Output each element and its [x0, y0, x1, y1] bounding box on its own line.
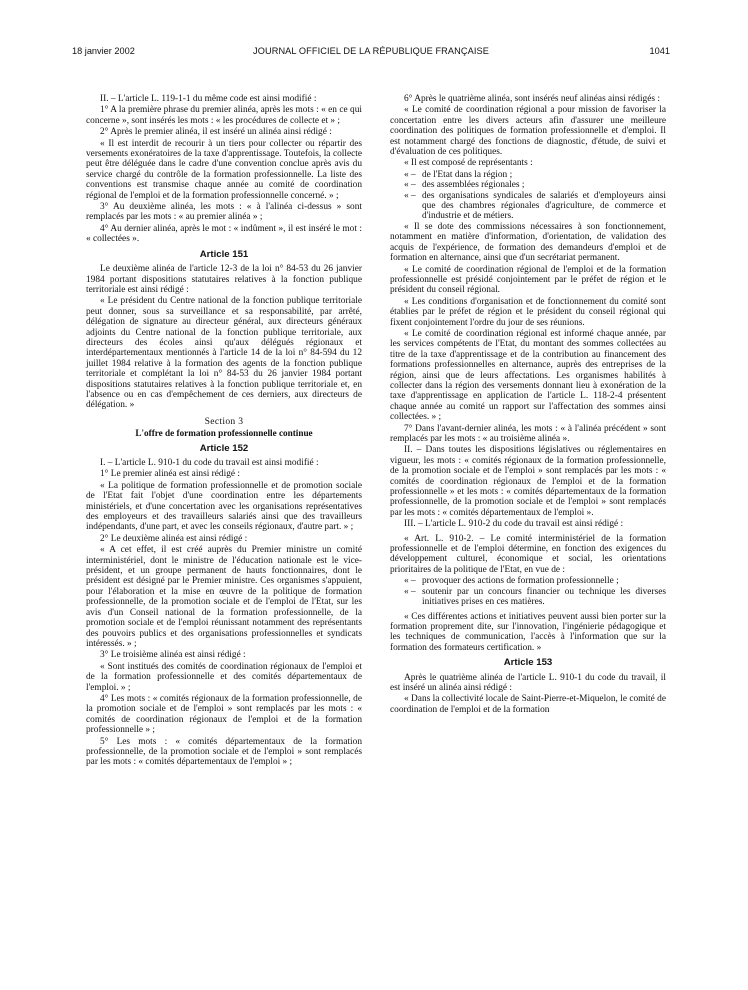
paragraph: Le deuxième alinéa de l'article 12-3 de la loi n° 84-53 du 26 janvier 1984 portant dispositions statutaires relatives à la fonction publique territoriale est ainsi rédigé :: [86, 264, 362, 295]
list-item-text: provoquer des actions de formation professionnelle ;: [422, 576, 619, 587]
paragraph: « Le comité de coordination régional de l'emploi et de la formation professionnelle est présidé conjointement par le préfet de région et le président du conseil régional.: [390, 264, 666, 296]
left-text-column: [86, 94, 362, 769]
paragraph: II. – Dans toutes les dispositions législatives ou réglementaires en vigueur, les mots : « comités régionaux de la formation professionnelle, de la promotion sociale et de l'emploi » sont remplacés par les mots : « comités de coordination régionaux de l'emploi et de la formation professionnelle » et les mots : « comités départementaux de la formation professionnelle, de la promotion sociale et de l'emploi » sont remplacés par les mots : « comités départementaux de l'emploi ».: [390, 445, 666, 518]
publication-date: 18 janvier 2002: [72, 46, 135, 56]
paragraph: « Il est interdit de recourir à un tiers pour collecter ou répartir des versements exonératoires de la taxe d'apprentissage. Toutefois, la collecte peut être déléguée dans le cadre d'une convention conclue après avis du service chargé du contrôle de la formation professionnelle. La liste des conventions est transmise chaque année au comité de coordination régional de l'emploi et de la formation professionnelle concerné. » ;: [86, 138, 362, 201]
article-heading: Article 152: [199, 442, 249, 454]
page-header: [72, 46, 670, 60]
paragraph: 3° Le troisième alinéa est ainsi rédigé :: [100, 650, 246, 661]
paragraph: 2° Le deuxième alinéa est ainsi rédigé :: [100, 533, 248, 544]
paragraph: 5° Les mots : « comités départementaux de la formation professionnelle, de la promotion sociale et de l'emploi » sont remplacés par les mots : « comités départementaux de l'emploi » ;: [86, 736, 362, 768]
page-number: 1041: [649, 46, 670, 56]
paragraph: « Le comité de coordination régional a pour mission de favoriser la concertation entre les divers acteurs afin d'assurer une meilleure coordination des politiques de formation professionnelle et d'emploi. Il est notamment chargé des fonctions de diagnostic, d'étude, de suivi et d'évaluation de ces politiques.: [390, 105, 666, 158]
paragraph: « Le président du Centre national de la fonction publique territoriale peut donner, sous sa surveillance et sa responsabilité, par arrêté, délégation de signature au directeur général, aux directeurs généraux adjoints du Centre national de la fonction publique territoriale, aux directeurs des écoles ainsi qu'aux délégués régionaux et interdépartementaux mentionnés à l'article 14 de la loi n° 84-594 du 12 juillet 1984 relative à la formation des agents de la fonction publique territoriale et complétant la loi n° 84-53 du 26 janvier 1984 portant dispositions statutaires relatives à la fonction publique territoriale et, en l'absence ou en cas d'empêchement de ces derniers, aux directeurs de délégation. »: [86, 296, 362, 411]
dash-list-item: [390, 170, 666, 180]
list-dash-marker: « –: [404, 180, 416, 191]
article-heading: Article 151: [199, 248, 249, 260]
list-dash-marker: « –: [404, 576, 416, 587]
paragraph: II. – L'article L. 119-1-1 du même code est ainsi modifié :: [100, 94, 317, 104]
list-dash-marker: « –: [404, 586, 416, 597]
right-text-column: [390, 94, 666, 716]
paragraph: Après le quatrième alinéa de l'article L. 910-1 du code du travail, il est inséré un alinéa ainsi rédigé :: [390, 672, 666, 693]
list-item-text: de l'Etat dans la région ;: [422, 169, 513, 180]
dash-list-item: [390, 587, 666, 608]
paragraph: 7° Dans l'avant-dernier alinéa, les mots : « à l'alinéa précédent » sont remplacés par les mots : « au troisième alinéa ».: [390, 423, 666, 444]
paragraph: « Les conditions d'organisation et de fonctionnement du comité sont établies par le préfet de région et le président du conseil régional qui fixent conjointement l'ordre du jour de ses réunions.: [390, 296, 666, 328]
paragraph: 6° Après le quatrième alinéa, sont insérés neuf alinéas ainsi rédigés :: [404, 94, 660, 104]
article-heading: Article 153: [503, 657, 553, 669]
paragraph: « Le comité de coordination régional est informé chaque année, par les services compétents de l'Etat, du montant des sommes collectées au titre de la taxe d'apprentissage et de la contribution au financement des formations professionnelles en alternance, auprès des entreprises de la région, ainsi que de leurs affectations. Les organismes habilités à collecter dans la région des versements donnant lieu à exonération de la taxe d'apprentissage en application de l'article L. 118-2-4 présentent chaque année au comité un rapport sur l'affectation des sommes ainsi collectées. » ;: [390, 328, 666, 423]
dash-list-item: [390, 180, 666, 190]
paragraph: 2° Après le premier alinéa, il est inséré un alinéa ainsi rédigé :: [100, 127, 332, 138]
section-heading: Section 3: [204, 415, 244, 427]
list-item-text: soutenir par un concours financier ou technique les diverses initiatives prises en ces matières.: [422, 586, 666, 608]
paragraph: « Art. L. 910-2. – Le comité interministériel de la formation professionnelle et de l'emploi détermine, en fonction des exigences du développement culturel, économique et social, les orientations prioritaires de la politique de l'Etat, en vue de :: [390, 533, 666, 575]
paragraph: « Ces différentes actions et initiatives peuvent aussi bien porter sur la formation proprement dite, sur l'innovation, l'ingénierie pédagogique et les techniques de communication, l'accès à l'information que sur la formation des formateurs certification. »: [390, 611, 666, 653]
journal-title: JOURNAL OFFICIEL DE LA RÉPUBLIQUE FRANÇAISE: [253, 46, 489, 56]
list-item-text: des assemblées régionales ;: [422, 180, 525, 191]
paragraph: « La politique de formation professionnelle et de promotion sociale de l'Etat fait l'objet d'une coordination entre les départements ministériels, et d'une concertation avec les organisations représentatives des employeurs et des travailleurs salariés ainsi que des travailleurs indépendants, d'une part, et avec les conseils régionaux, d'autre part. » ;: [86, 480, 362, 533]
paragraph: « Sont institués des comités de coordination régionaux de l'emploi et de la formation professionnelle et des comités départementaux de l'emploi. » ;: [86, 661, 362, 693]
paragraph: 4° Au dernier alinéa, après le mot : « indûment », il est inséré le mot : « collectées ».: [86, 223, 362, 245]
paragraph: 4° Les mots : « comités régionaux de la formation professionnelle, de la promotion sociale et de l'emploi » sont remplacés par les mots : « comités de coordination régionaux de l'emploi et de la formation professionnelle » ;: [86, 693, 362, 736]
dash-list-item: [390, 191, 666, 222]
list-item-text: des organisations syndicales de salariés et d'employeurs ainsi que des chambres régionales d'agriculture, de commerce et d'industrie et de métiers.: [422, 190, 666, 222]
paragraph: « Il est composé de représentants :: [404, 158, 533, 169]
paragraph: 3° Au deuxième alinéa, les mots : « à l'alinéa ci-dessus » sont remplacés par les mots : « au premier alinéa » ;: [86, 202, 362, 223]
paragraph: 1° A la première phrase du premier alinéa, après les mots : « en ce qui concerne », sont insérés les mots : « les procédures de collecte et » ;: [86, 105, 362, 126]
paragraph: « A cet effet, il est créé auprès du Premier ministre un comité interministériel, dont le ministre de l'éducation nationale est le vice-président, et un groupe permanent de hauts fonctionnaires, dont le président est désigné par le Premier ministre. Ces organismes s'appuient, pour l'élaboration et la mise en œuvre de la politique de formation professionnelle, de la promotion sociale et de l'emploi de l'Etat, sur les avis d'un Conseil national de la formation professionnelle, de la promotion sociale et de l'emploi réunissant notamment des représentants des pouvoirs publics et des organisations professionnelles et syndicats intéressés. » ;: [86, 545, 362, 649]
paragraph: « Dans la collectivité locale de Saint-Pierre-et-Miquelon, le comité de coordination de l'emploi et de la formation: [390, 694, 666, 715]
list-dash-marker: « –: [404, 190, 416, 201]
paragraph: I. – L'article L. 910-1 du code du travail est ainsi modifié :: [100, 458, 319, 468]
subsection-heading: L'offre de formation professionnelle continue: [135, 428, 313, 439]
list-dash-marker: « –: [404, 169, 416, 180]
dash-list-item: [390, 576, 666, 586]
paragraph: « Il se dote des commissions nécessaires à son fonctionnement, notamment en matière d'information, d'orientation, de validation des acquis de l'expérience, de formation des demandeurs d'emploi et de formation en alternance, ainsi que d'un secrétariat permanent.: [390, 221, 666, 264]
paragraph: III. – L'article L. 910-2 du code du travail est ainsi rédigé :: [404, 519, 624, 530]
paragraph: 1° Le premier alinéa est ainsi rédigé :: [100, 469, 240, 480]
